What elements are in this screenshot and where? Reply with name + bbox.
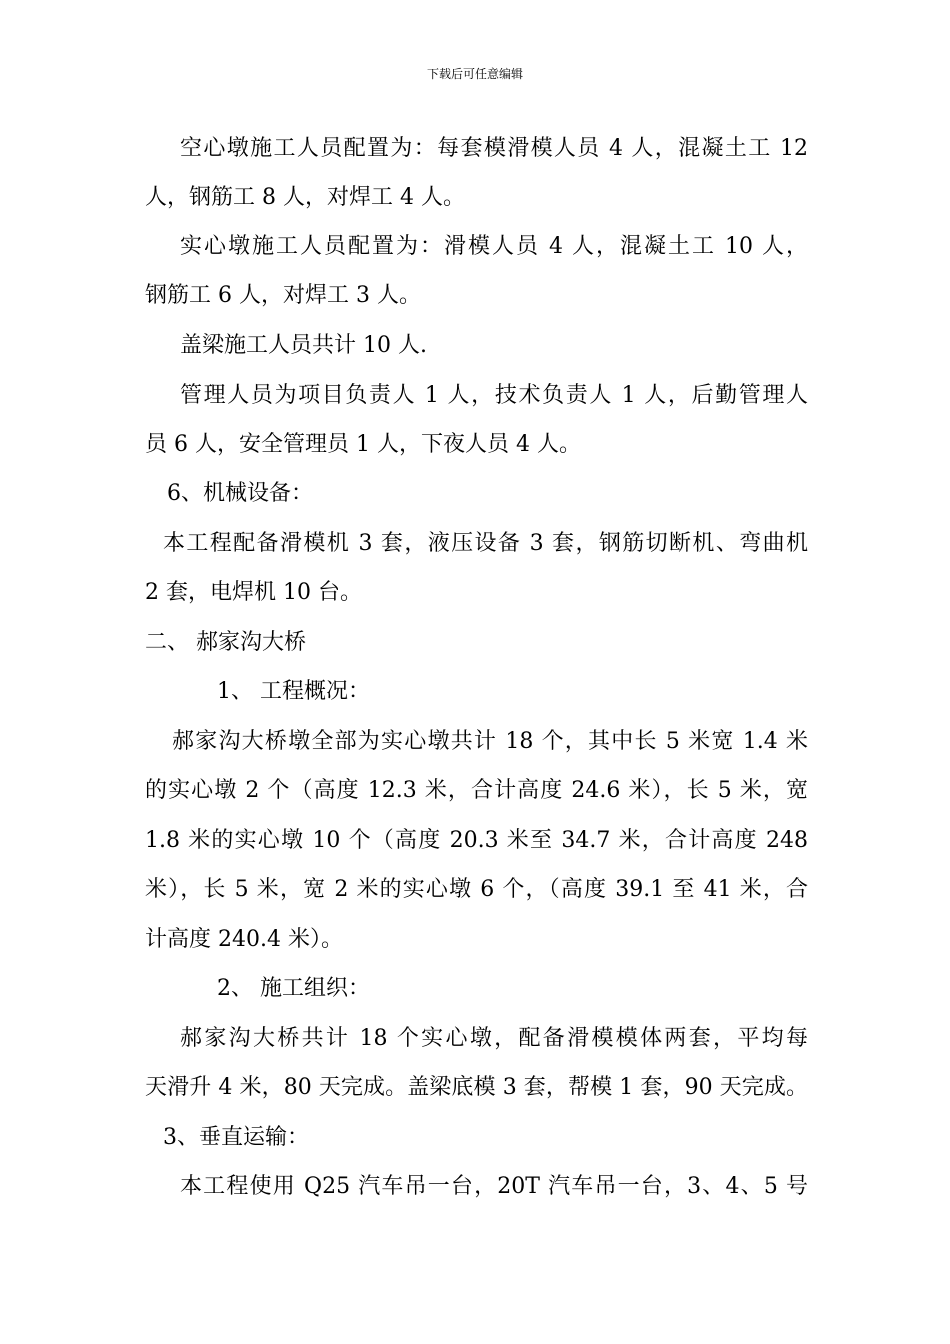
paragraph-line: 郝家沟大桥墩全部为实心墩共计 18 个，其中长 5 米宽 1.4 米 [172,729,808,754]
paragraph-line: 管理人员为项目负责人 1 人，技术负责人 1 人，后勤管理人 [180,383,808,408]
paragraph-line: 人，钢筋工 8 人，对焊工 4 人。 [145,185,465,210]
paragraph-line: 1.8 米的实心墩 10 个（高度 20.3 米至 34.7 米，合计高度 248 [145,828,808,853]
section-heading: 1、 工程概况： [217,679,370,704]
paragraph-line: 空心墩施工人员配置为：每套模滑模人员 4 人，混凝土工 12 [180,136,808,161]
paragraph-line: 2 套，电焊机 10 台。 [145,580,362,605]
paragraph-line: 钢筋工 6 人，对焊工 3 人。 [145,283,421,308]
section-heading: 6、机械设备： [167,481,313,506]
page-header: 下载后可任意编辑 [426,67,523,81]
paragraph-line: 郝家沟大桥共计 18 个实心墩，配备滑模模体两套，平均每 [180,1026,808,1051]
paragraph-line: 本工程使用 Q25 汽车吊一台，20T 汽车吊一台，3、4、5 号 [180,1174,808,1199]
chapter-heading: 二、 郝家沟大桥 [145,630,306,655]
paragraph-line: 米），长 5 米，宽 2 米的实心墩 6 个，（高度 39.1 至 41 米，合 [145,877,808,902]
paragraph-line: 天滑升 4 米，80 天完成。盖梁底模 3 套，帮模 1 套，90 天完成。 [145,1075,808,1100]
paragraph-line: 盖梁施工人员共计 10 人. [180,333,427,358]
paragraph-line: 本工程配备滑模机 3 套，液压设备 3 套，钢筋切断机、弯曲机 [163,531,808,556]
section-heading: 2、 施工组织： [217,976,370,1001]
paragraph-line: 实心墩施工人员配置为：滑模人员 4 人，混凝土工 10 人， [180,234,808,259]
paragraph-line: 的实心墩 2 个（高度 12.3 米，合计高度 24.6 米），长 5 米，宽 [145,778,808,803]
section-heading: 3、垂直运输： [163,1125,309,1150]
paragraph-line: 计高度 240.4 米）。 [145,927,343,952]
paragraph-line: 员 6 人，安全管理员 1 人，下夜人员 4 人。 [145,432,581,457]
